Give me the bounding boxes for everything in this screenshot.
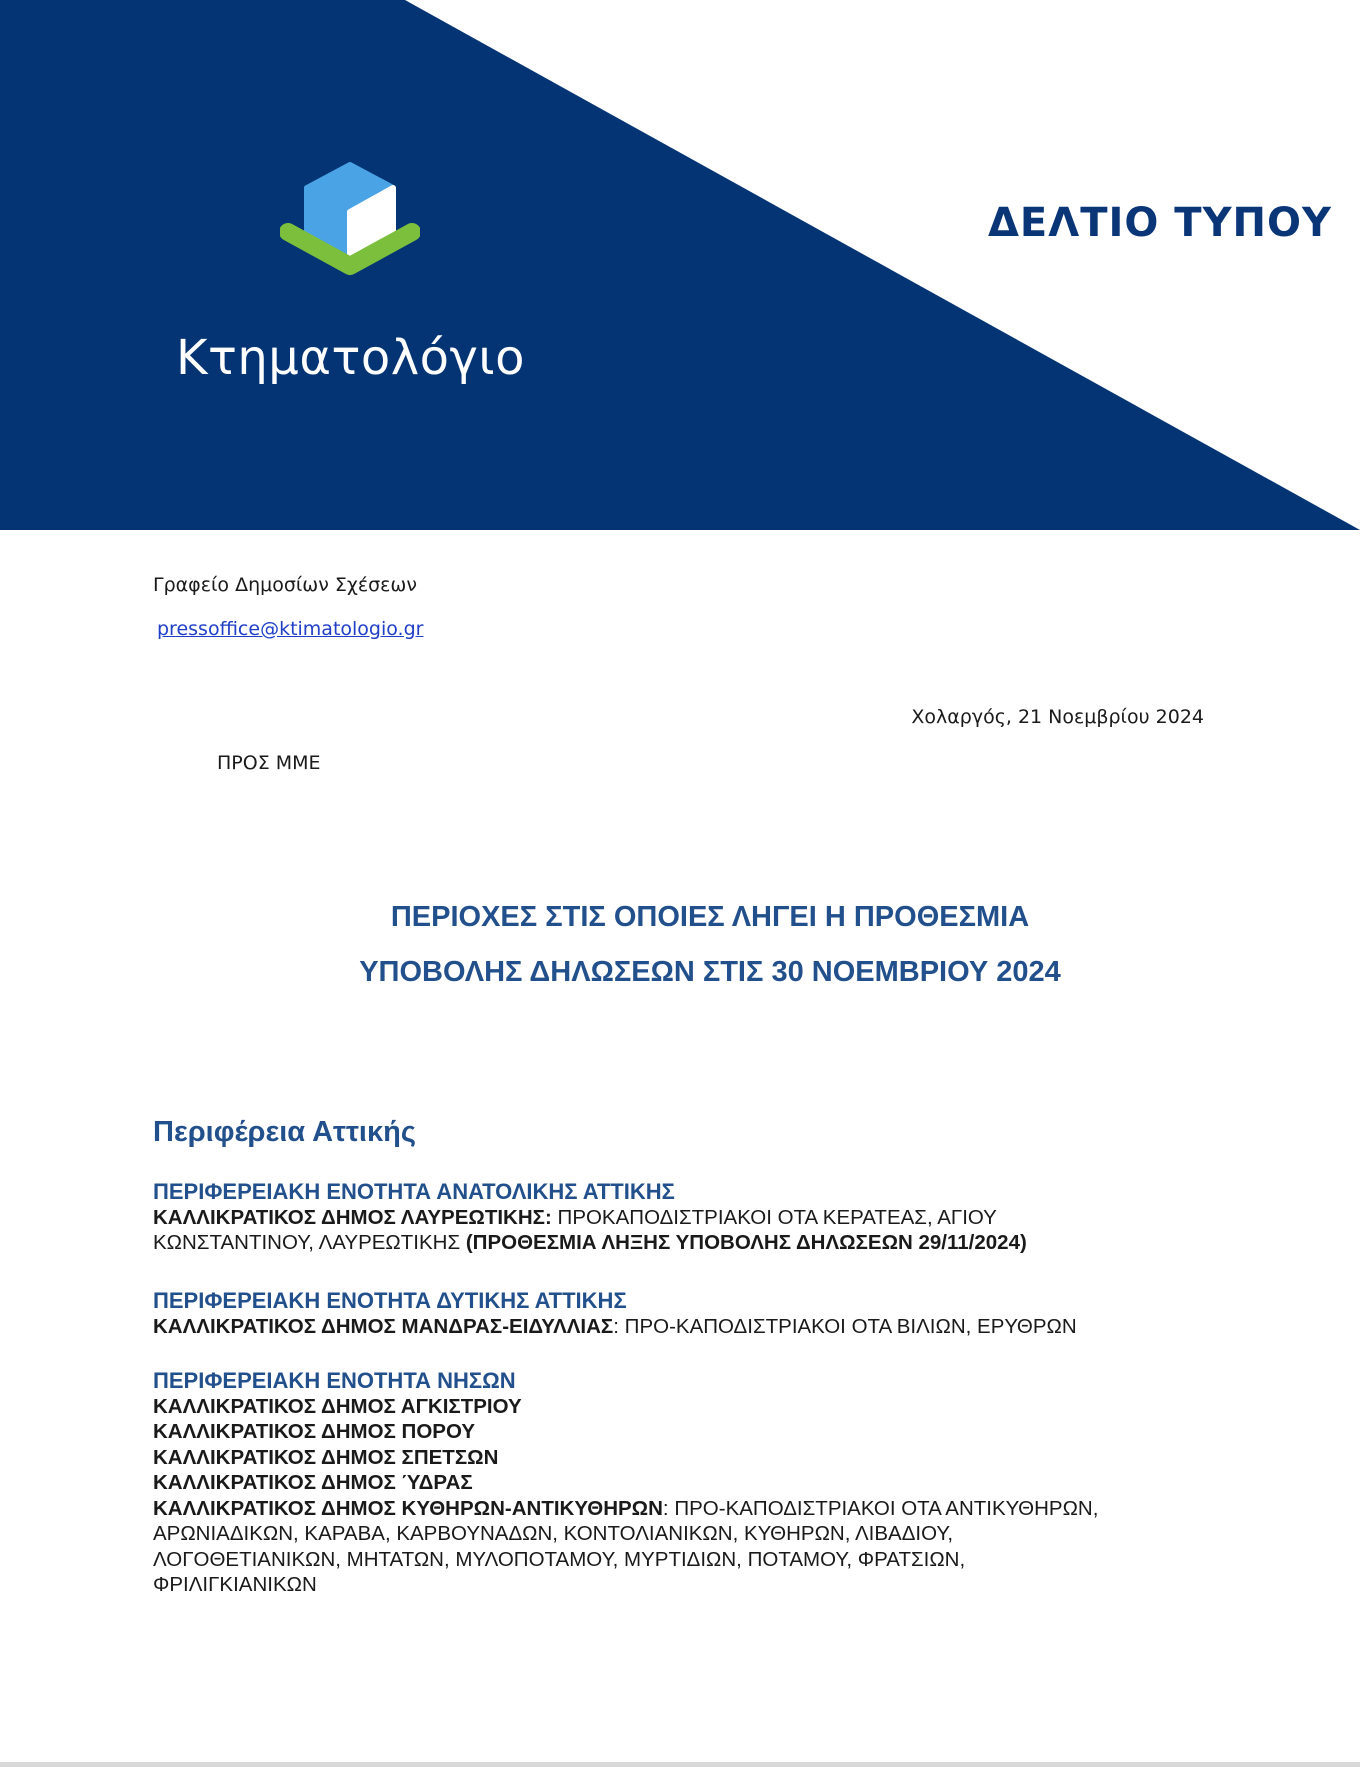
- municipality-areas-continued: ΦΡΙΛΙΓΚΙΑΝΙΚΩΝ: [153, 1573, 317, 1596]
- headline-line-2: ΥΠΟΒΟΛΗΣ ΔΗΛΩΣΕΩΝ ΣΤΙΣ 30 ΝΟΕΜΒΡΙΟΥ 2024: [359, 956, 1061, 988]
- municipality-entry: [153, 1394, 1233, 1420]
- municipality-areas: ΚΩΝΣΤΑΝΤΙΝΟΥ, ΛΑΥΡΕΩΤΙΚΗΣ: [153, 1231, 466, 1254]
- section-title: ΠΕΡΙΦΕΡΕΙΑΚΗ ΕΝΟΤΗΤΑ ΔΥΤΙΚΗΣ ΑΤΤΙΚΗΣ: [153, 1288, 627, 1313]
- municipality-areas: : ΠΡΟ-ΚΑΠΟΔΙΣΤΡΙΑΚΟΙ ΟΤΑ ΒΙΛΙΩΝ, ΕΡΥΘΡΩΝ: [613, 1314, 1077, 1338]
- press-office-email-link[interactable]: pressoffice@ktimatologio.gr: [157, 618, 424, 640]
- banner-triangle: [0, 0, 1360, 530]
- press-office-label: Γραφείο Δημοσίων Σχέσεων: [153, 574, 417, 596]
- deadline-note: (ΠΡΟΘΕΣΜΙΑ ΛΗΞΗΣ ΥΠΟΒΟΛΗΣ ΔΗΛΩΣΕΩΝ 29/11/2024): [465, 1231, 1027, 1254]
- press-release-headline: [0, 890, 1360, 1000]
- municipality-name: ΚΑΛΛΙΚΡΑΤΙΚΟΣ ΔΗΜΟΣ ΛΑΥΡΕΩΤΙΚΗΣ:: [153, 1205, 552, 1229]
- page-bottom-edge: [0, 1762, 1360, 1767]
- municipality-name: ΚΑΛΛΙΚΡΑΤΙΚΟΣ ΔΗΜΟΣ ΚΥΘΗΡΩΝ-ΑΝΤΙΚΥΘΗΡΩΝ: [153, 1496, 663, 1520]
- municipality-areas: ΠΡΟΚΑΠΟΔΙΣΤΡΙΑΚΟΙ ΟΤΑ ΚΕΡΑΤΕΑΣ, ΑΓΙΟΥ: [551, 1205, 997, 1229]
- region-title: Περιφέρεια Αττικής: [153, 1116, 416, 1148]
- place-and-date: Χολαργός, 21 Νοεμβρίου 2024: [911, 706, 1204, 728]
- municipality-areas: : ΠΡΟ-ΚΑΠΟΔΙΣΤΡΙΑΚΟΙ ΟΤΑ ΑΝΤΙΚΥΘΗΡΩΝ,: [662, 1496, 1099, 1520]
- section-islands: [153, 1368, 1233, 1598]
- municipality-name: ΚΑΛΛΙΚΡΑΤΙΚΟΣ ΔΗΜΟΣ ΜΑΝΔΡΑΣ-ΕΙΔΥΛΛΙΑΣ: [153, 1314, 614, 1338]
- municipality-name: ΚΑΛΛΙΚΡΑΤΙΚΟΣ ΔΗΜΟΣ ΑΓΚΙΣΤΡΙΟΥ: [153, 1394, 522, 1418]
- section-east-attica: [153, 1179, 1233, 1256]
- recipient-line: ΠΡΟΣ ΜΜΕ: [217, 752, 321, 774]
- municipality-entry: [153, 1314, 1233, 1340]
- municipality-entry: [153, 1496, 1233, 1522]
- section-title: ΠΕΡΙΦΕΡΕΙΑΚΗ ΕΝΟΤΗΤΑ ΑΝΑΤΟΛΙΚΗΣ ΑΤΤΙΚΗΣ: [153, 1179, 675, 1204]
- municipality-name: ΚΑΛΛΙΚΡΑΤΙΚΟΣ ΔΗΜΟΣ ΎΔΡΑΣ: [153, 1471, 473, 1494]
- brand-name: Κτηματολόγιο: [176, 330, 526, 386]
- municipality-entry: [153, 1445, 1233, 1471]
- municipality-entry: [153, 1470, 1233, 1496]
- ktimatologio-logo-icon: [280, 162, 420, 287]
- municipality-entry: [153, 1205, 1233, 1231]
- banner-background: [0, 0, 1360, 530]
- document-type-title: ΔΕΛΤΙΟ ΤΥΠΟΥ: [987, 200, 1332, 246]
- header-banner: [0, 0, 1360, 530]
- section-west-attica: [153, 1288, 1233, 1339]
- municipality-name: ΚΑΛΛΙΚΡΑΤΙΚΟΣ ΔΗΜΟΣ ΣΠΕΤΣΩΝ: [153, 1445, 499, 1469]
- section-title: ΠΕΡΙΦΕΡΕΙΑΚΗ ΕΝΟΤΗΤΑ ΝΗΣΩΝ: [153, 1368, 516, 1393]
- municipality-name: ΚΑΛΛΙΚΡΑΤΙΚΟΣ ΔΗΜΟΣ ΠΟΡΟΥ: [153, 1420, 476, 1443]
- municipality-entry-continued: [153, 1230, 1233, 1256]
- headline-line-1: ΠΕΡΙΟΧΕΣ ΣΤΙΣ ΟΠΟΙΕΣ ΛΗΓΕΙ Η ΠΡΟΘΕΣΜΙΑ: [390, 901, 1030, 933]
- municipality-areas-continued: ΛΟΓΟΘΕΤΙΑΝΙΚΩΝ, ΜΗΤΑΤΩΝ, ΜΥΛΟΠΟΤΑΜΟΥ, ΜΥΡΤΙΔΙΩΝ, ΠΟΤΑΜΟΥ, ΦΡΑΤΣΙΩΝ,: [153, 1547, 966, 1571]
- municipality-entry: [153, 1419, 1233, 1445]
- municipality-areas-continued: ΑΡΩΝΙΑΔΙΚΩΝ, ΚΑΡΑΒΑ, ΚΑΡΒΟΥΝΑΔΩΝ, ΚΟΝΤΟΛΙΑΝΙΚΩΝ, ΚΥΘΗΡΩΝ, ΛΙΒΑΔΙΟΥ,: [153, 1522, 954, 1545]
